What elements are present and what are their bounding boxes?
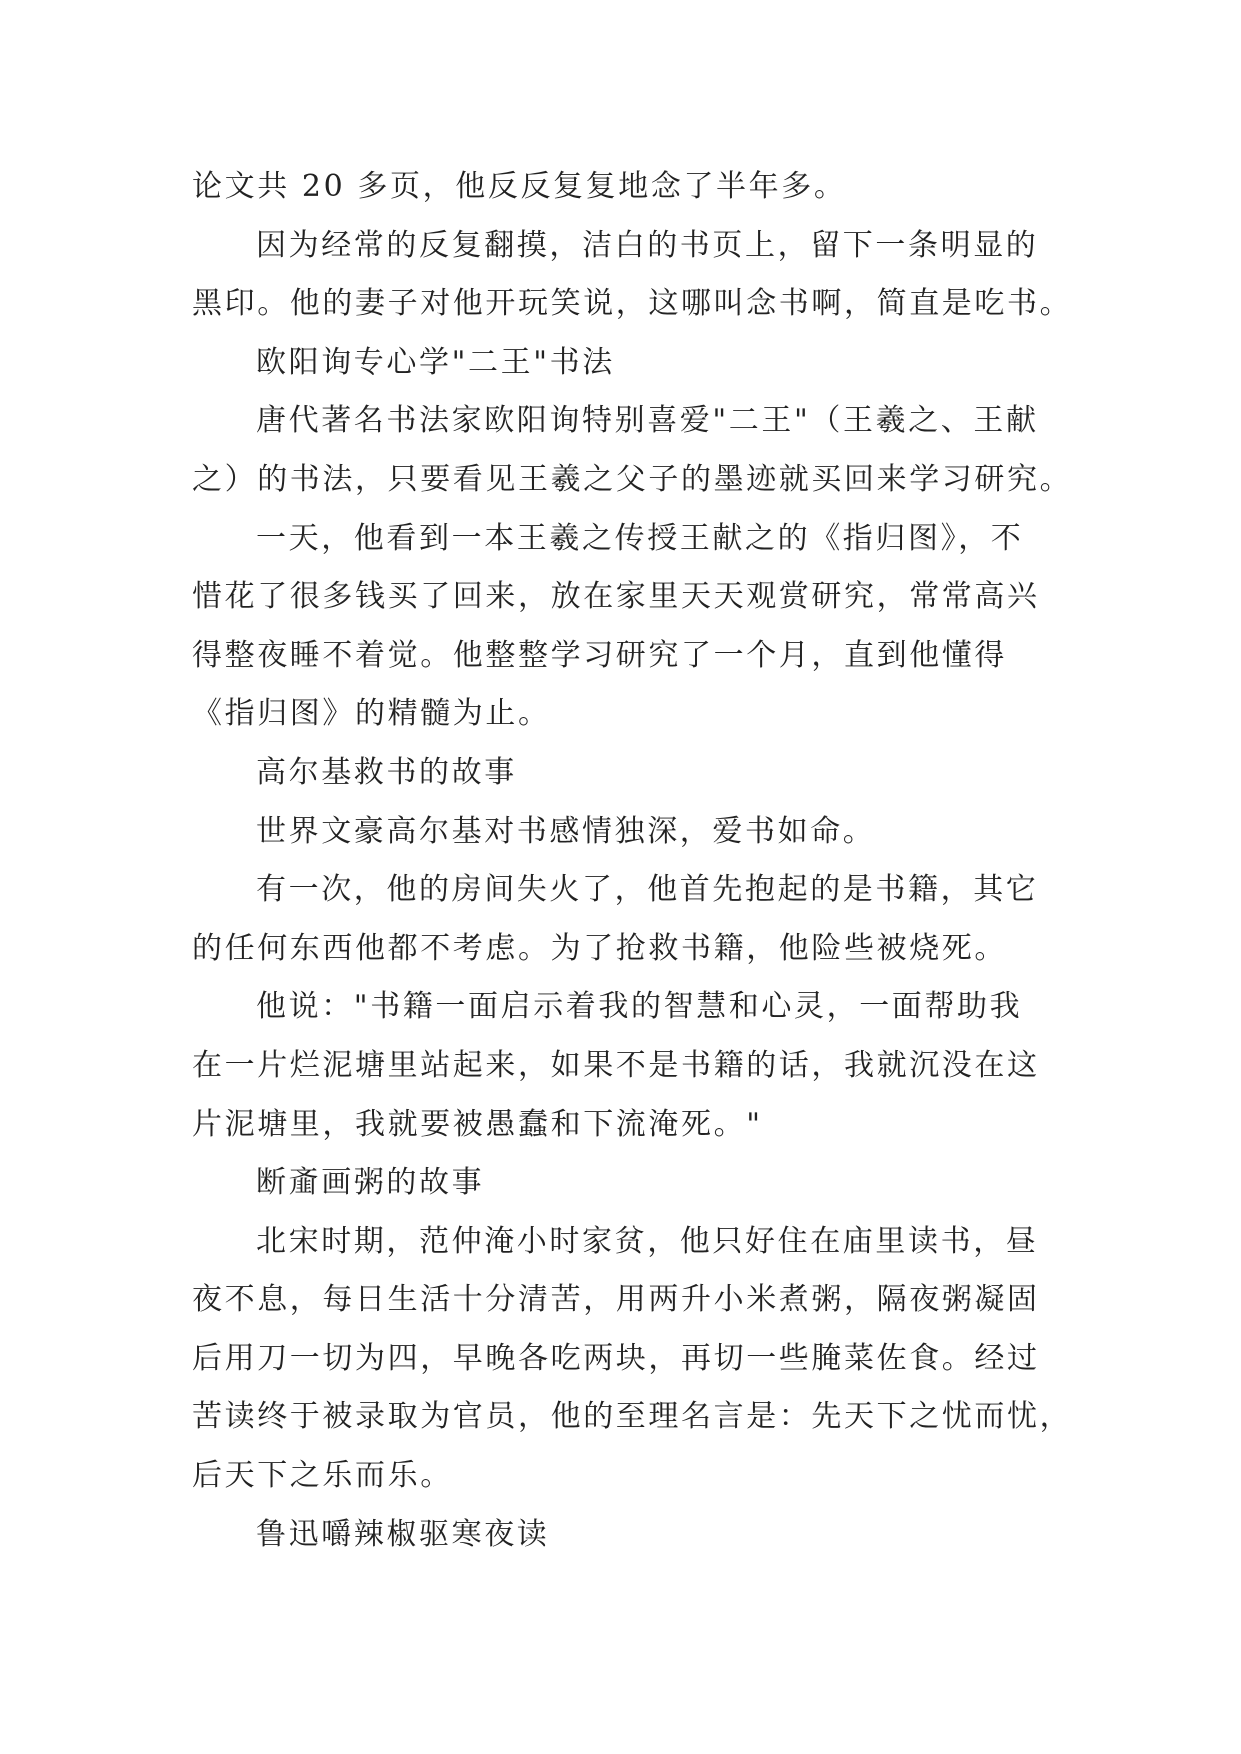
body-line-3: 黑印。他的妻子对他开玩笑说，这哪叫念书啊，简直是吃书。	[192, 286, 1073, 322]
body-line-15: 他说："书籍一面启示着我的智慧和心灵，一面帮助我	[256, 989, 1023, 1025]
body-line-6: 之）的书法，只要看见王羲之父子的墨迹就买回来学习研究。	[192, 461, 1073, 497]
body-line-1: 论文共 20 多页，他反反复复地念了半年多。	[192, 169, 847, 204]
body-line-23: 后天下之乐而乐。	[192, 1458, 453, 1494]
body-line-21: 后用刀一切为四，早晚各吃两块，再切一些腌菜佐食。经过	[192, 1340, 1040, 1376]
body-line-13: 有一次，他的房间失火了，他首先抱起的是书籍，其它	[256, 872, 1039, 908]
body-line-20: 夜不息，每日生活十分清苦，用两升小米煮粥，隔夜粥凝固	[192, 1282, 1040, 1318]
body-line-12: 世界文豪高尔基对书感情独深，爱书如命。	[256, 813, 876, 849]
document-body	[192, 158, 1073, 1564]
body-line-2: 因为经常的反复翻摸，洁白的书页上，留下一条明显的	[256, 227, 1039, 263]
section-heading-ouyang-xun: 欧阳询专心学"二王"书法	[256, 344, 615, 380]
body-line-7: 一天，他看到一本王羲之传授王献之的《指归图》，不	[256, 520, 1024, 556]
body-line-19: 北宋时期，范仲淹小时家贫，他只好住在庙里读书，昼	[256, 1223, 1039, 1259]
body-line-10: 《指归图》的精髓为止。	[192, 696, 551, 732]
body-line-14: 的任何东西他都不考虑。为了抢救书籍，他险些被烧死。	[192, 930, 1007, 966]
section-heading-lu-xun: 鲁迅嚼辣椒驱寒夜读	[256, 1516, 550, 1552]
body-line-8: 惜花了很多钱买了回来，放在家里天天观赏研究，常常高兴	[192, 579, 1040, 615]
body-line-16: 在一片烂泥塘里站起来，如果不是书籍的话，我就沉没在这	[192, 1047, 1040, 1083]
body-line-22: 苦读终于被录取为官员，他的至理名言是：先天下之忧而忧，	[192, 1399, 1073, 1435]
body-line-9: 得整夜睡不着觉。他整整学习研究了一个月，直到他懂得	[192, 637, 1007, 673]
section-heading-porridge: 断齑画粥的故事	[256, 1165, 485, 1201]
body-line-17: 片泥塘里，我就要被愚蠢和下流淹死。"	[192, 1106, 763, 1142]
section-heading-gorky: 高尔基救书的故事	[256, 754, 517, 790]
body-line-5: 唐代著名书法家欧阳询特别喜爱"二王"（王羲之、王献	[256, 403, 1039, 439]
